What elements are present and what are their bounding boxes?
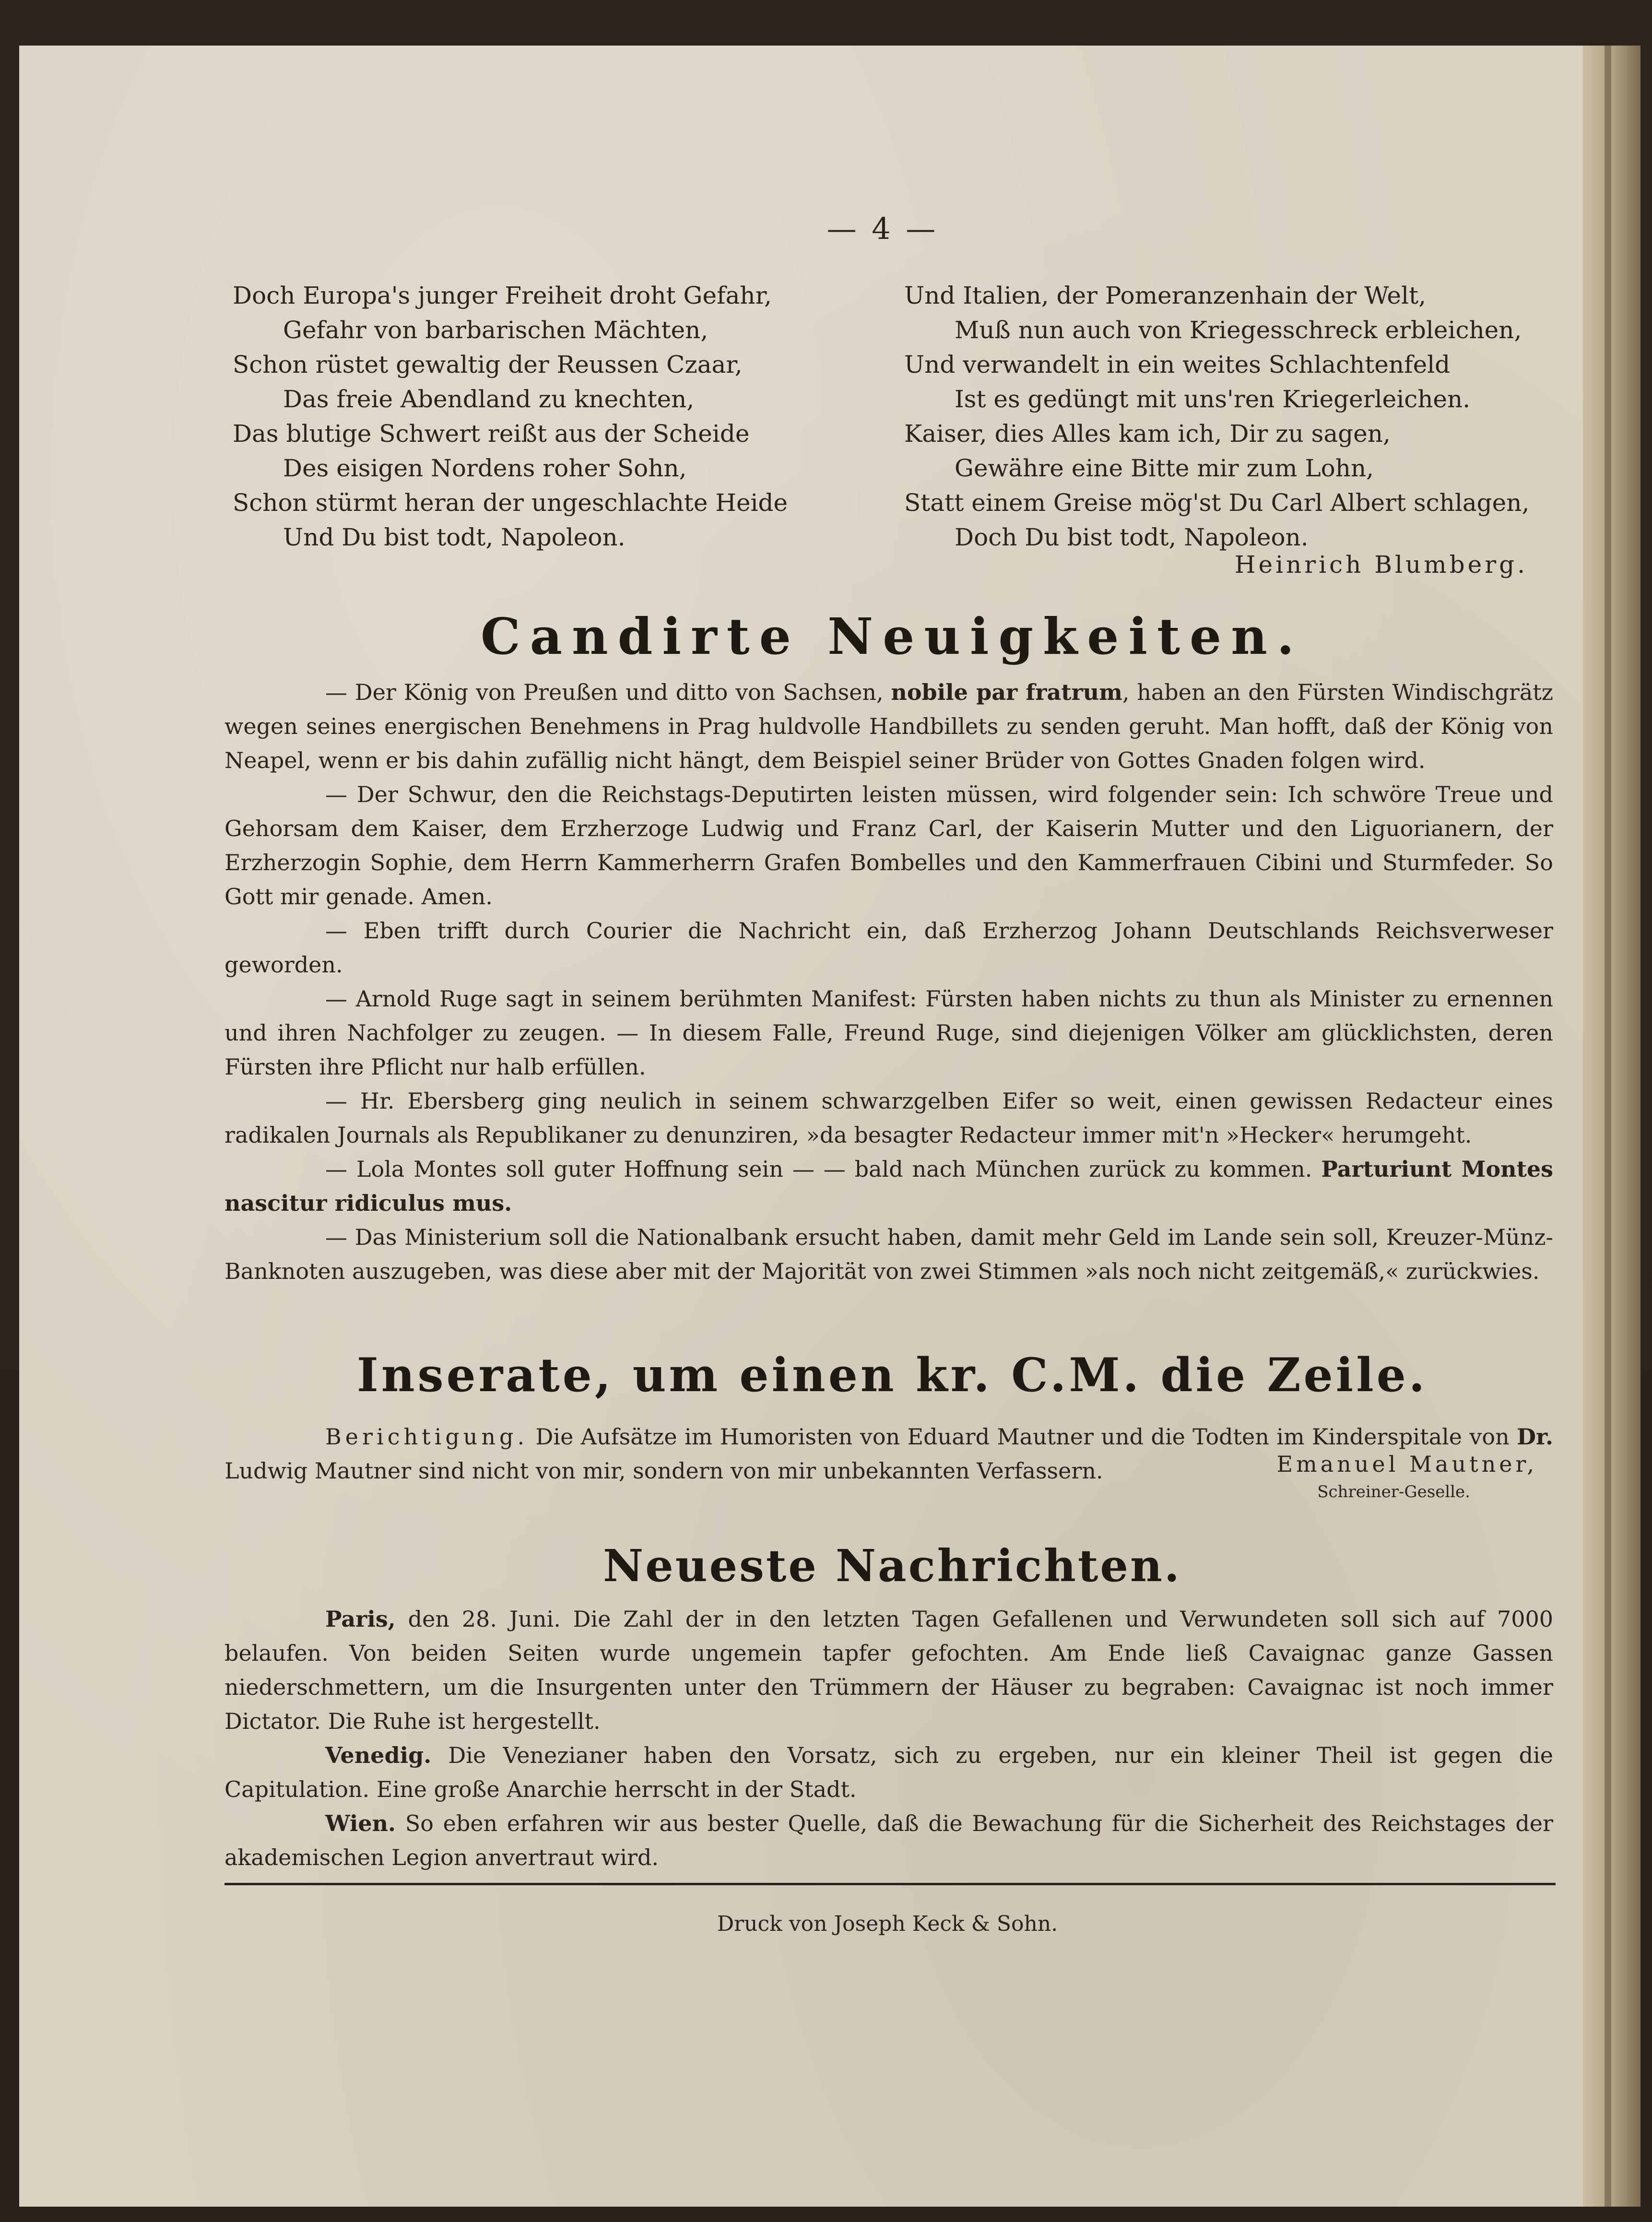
poem-line: Schon rüstet gewaltig der Reussen Czaar, [233, 351, 743, 378]
paragraph-text: Ludwig Mautner sind nicht von mir, sondern von mir unbekannten Verfassern. [224, 1458, 1103, 1484]
section-candirte-neuigkeiten [224, 675, 1553, 1288]
paragraph-text: — Lola Montes soll guter Hoffnung sein — — bald nach München zurück zu kommen. [325, 1156, 1322, 1182]
paragraph-text: Venedig. [325, 1742, 432, 1768]
paragraph-text: — Das Ministerium soll die Nationalbank ersucht haben, damit mehr Geld im Lande sein soll, Kreuzer-Münz-Banknoten auszugeben, was diese aber mit der Majorität von zwei Stimmen »als noch nicht zeitgemäß,« zurückwies. [224, 1224, 1553, 1284]
article-paragraph [224, 778, 1553, 914]
paragraph-text: Parturiunt Montes nascitur ridiculus mus. [224, 1156, 1554, 1216]
poem-line: Des eisigen Nordens roher Sohn, [283, 454, 687, 482]
printer-imprint: Druck von Joseph Keck & Sohn. [717, 1912, 1058, 1936]
poem-line: Kaiser, dies Alles kam ich, Dir zu sagen, [904, 420, 1391, 448]
poem-line: Statt einem Greise mög'st Du Carl Albert schlagen, [904, 489, 1530, 517]
poem-line: Ist es gedüngt mit uns'ren Kriegerleichen. [955, 385, 1471, 413]
section-neueste-nachrichten [224, 1602, 1553, 1875]
poem-author: Heinrich Blumberg. [1234, 551, 1528, 579]
article-paragraph [224, 1807, 1553, 1875]
article-paragraph [224, 982, 1553, 1084]
inserat-signature-title: Schreiner-Geselle. [1317, 1482, 1470, 1501]
poem-line: Und Du bist todt, Napoleon. [283, 523, 625, 551]
article-paragraph [224, 914, 1553, 982]
poem-line: Gefahr von barbarischen Mächten, [283, 316, 708, 344]
poem-line: Muß nun auch von Kriegesschreck erbleichen, [955, 316, 1522, 344]
article-paragraph [224, 1220, 1553, 1288]
paragraph-text: Berichtigung. [325, 1424, 529, 1450]
paragraph-text: — Eben trifft durch Courier die Nachricht ein, daß Erzherzog Johann Deutschlands Reichsverweser geworden. [224, 918, 1553, 978]
poem-line: Gewähre eine Bitte mir zum Lohn, [955, 454, 1374, 482]
article-paragraph [224, 675, 1553, 778]
poem-line: Doch Europa's junger Freiheit droht Gefahr, [233, 282, 772, 309]
paragraph-text: Paris, [325, 1606, 396, 1632]
paragraph-text: — Hr. Ebersberg ging neulich in seinem schwarzgelben Eifer so weit, einen gewissen Redacteur eines radikalen Journals als Republikaner zu denunziren, »da besagter Redacteur immer mit'n »Hecker« herumgeht. [224, 1088, 1553, 1148]
poem-line: Das freie Abendland zu knechten, [283, 385, 695, 413]
paragraph-text: — Der Schwur, den die Reichstags-Deputirten leisten müssen, wird folgender sein: Ich schwöre Treue und Gehorsam dem Kaiser, dem Erzherzoge Ludwig und Franz Carl, der Kaiserin Mutter und den Liguorianern, der Erzherzogin Sophie, dem Herrn Kammerherrn Grafen Bombelles und den Kammerfrauen Cibini und Sturmfeder. So Gott mir genade. Amen. [224, 781, 1553, 910]
poem-line: Und Italien, der Pomeranzenhain der Welt, [904, 282, 1426, 309]
paragraph-text: Die Aufsätze im Humoristen von Eduard Mautner und die Todten im Kinderspitale von [528, 1424, 1517, 1450]
article-paragraph [224, 1602, 1553, 1738]
paragraph-text: nobile par fratrum [891, 679, 1122, 705]
paragraph-text: den 28. Juni. Die Zahl der in den letzten Tagen Gefallenen und Verwundeten soll sich auf 7000 belaufen. Von beiden Seiten wurde ungemein tapfer gefochten. Am Ende ließ Cavaignac ganze Gassen niederschmettern, um die Insurgenten unter den Trümmern der Häuser zu begraben: Cavaignac ist noch immer Dictator. Die Ruhe ist hergestellt. [224, 1606, 1553, 1734]
section-title-candirte: Candirte Neuigkeiten. [480, 607, 1304, 666]
poem-line: Schon stürmt heran der ungeschlachte Heide [233, 489, 788, 517]
poem-column-left [233, 278, 856, 555]
poem-line: Und verwandelt in ein weites Schlachtenfeld [904, 351, 1451, 378]
article-paragraph [224, 1738, 1553, 1807]
footer-rule [224, 1883, 1556, 1885]
poem-line: Doch Du bist todt, Napoleon. [955, 523, 1309, 551]
section-title-neueste: Neueste Nachrichten. [603, 1540, 1181, 1592]
poem-line: Das blutige Schwert reißt aus der Scheide [233, 420, 750, 448]
paragraph-text: Wien. [325, 1810, 396, 1836]
paragraph-text: , haben an den Fürsten Windischgrätz wegen seines energischen Benehmens in Prag huldvolle Handbillets zu senden geruht. Man hofft, daß der König von Neapel, wenn er bis dahin zufällig nicht hängt, dem Beispiel seiner Brüder von Gottes Gnaden folgen wird. [224, 679, 1553, 773]
article-paragraph [224, 1152, 1553, 1220]
paragraph-text: So eben erfahren wir aus bester Quelle, daß die Bewachung für die Sicherheit des Reichstages der akademischen Legion anvertraut wird. [224, 1810, 1553, 1870]
section-title-inserate: Inserate, um einen kr. C.M. die Zeile. [356, 1348, 1428, 1402]
inserat-signature: Emanuel Mautner, [1276, 1451, 1537, 1477]
paragraph-text: — Arnold Ruge sagt in seinem berühmten Manifest: Fürsten haben nichts zu thun als Minister zu ernennen und ihren Nachfolger zu zeugen. — In diesem Falle, Freund Ruge, sind diejenigen Völker am glücklichsten, deren Fürsten ihre Pflicht nur halb erfüllen. [224, 986, 1553, 1080]
paragraph-text: Die Venezianer haben den Vorsatz, sich zu ergeben, nur ein kleiner Theil ist gegen die Capitulation. Eine große Anarchie herrscht in der Stadt. [224, 1742, 1553, 1802]
article-paragraph [224, 1084, 1553, 1152]
paragraph-text: — Der König von Preußen und ditto von Sachsen, [325, 679, 891, 705]
paragraph-text: Dr. [1517, 1424, 1553, 1450]
poem-column-right [904, 278, 1542, 555]
page-number: — 4 — [826, 211, 939, 246]
